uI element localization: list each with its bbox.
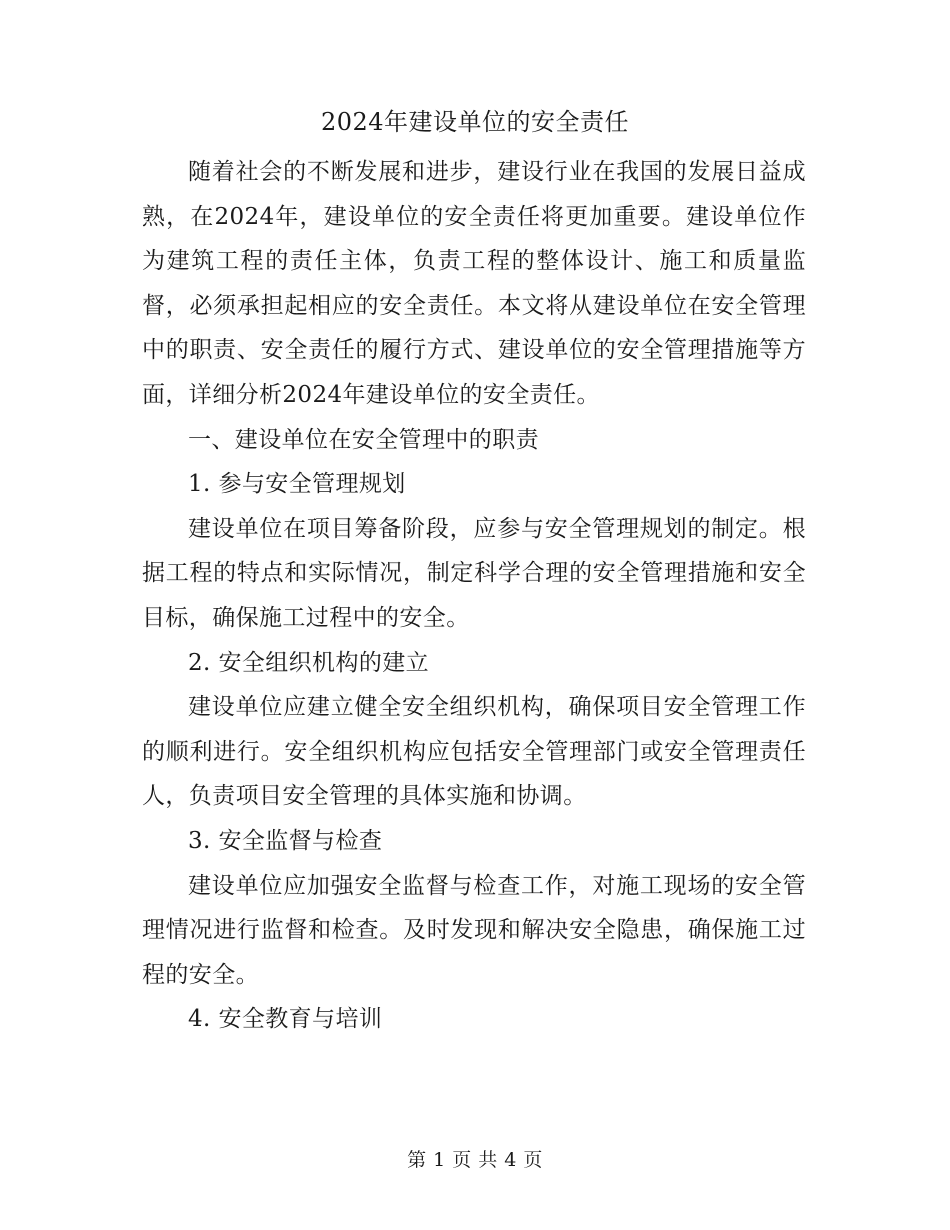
subheading-2: 2. 安全组织机构的建立 [188, 649, 430, 676]
document-body [142, 150, 806, 1042]
paragraph-1: 建设单位在项目筹备阶段，应参与安全管理规划的制定。根据工程的特点和实际情况，制定科学合理的安全管理措施和安全目标，确保施工过程中的安全。 [142, 515, 806, 631]
subheading-4: 4. 安全教育与培训 [188, 1006, 383, 1033]
subheading-1: 1. 参与安全管理规划 [188, 471, 406, 498]
section-heading-1: 一、建设单位在安全管理中的职责 [188, 426, 539, 453]
subheading-3: 3. 安全监督与检查 [188, 827, 383, 854]
intro-paragraph: 随着社会的不断发展和进步，建设行业在我国的发展日益成熟，在2024年，建设单位的安全责任将更加重要。建设单位作为建筑工程的责任主体，负责工程的整体设计、施工和质量监督，必须承担起相应的安全责任。本文将从建设单位在安全管理中的职责、安全责任的履行方式、建设单位的安全管理措施等方面，详细分析2024年建设单位的安全责任。 [142, 159, 806, 408]
paragraph-3: 建设单位应加强安全监督与检查工作，对施工现场的安全管理情况进行监督和检查。及时发现和解决安全隐患，确保施工过程的安全。 [142, 872, 806, 988]
document-title: 2024年建设单位的安全责任 [320, 108, 630, 136]
paragraph-2: 建设单位应建立健全安全组织机构，确保项目安全管理工作的顺利进行。安全组织机构应包括安全管理部门或安全管理责任人，负责项目安全管理的具体实施和协调。 [142, 694, 806, 810]
page-footer: 第 1 页 共 4 页 [407, 1149, 543, 1171]
